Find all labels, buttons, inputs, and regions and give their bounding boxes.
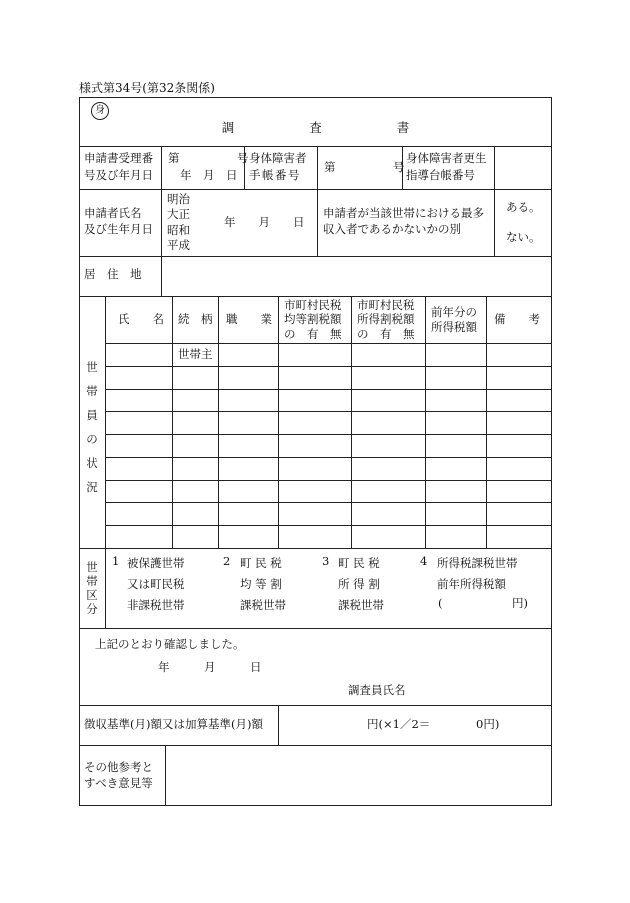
category-4-amount-close: 円) xyxy=(512,596,528,610)
category-side-label: 世 帯 区 分 xyxy=(86,560,98,616)
head-of-household-cell: 世帯主 xyxy=(178,347,213,361)
rehab-label-1: 身体障害者更生 xyxy=(406,151,487,165)
document-title: 調 査 書 xyxy=(221,120,410,135)
category-4-amount-open: ( xyxy=(438,596,443,610)
fee-label: 徴収基準(月)額又は加算基準(月)額 xyxy=(84,717,263,731)
col-header-tax-income-2: 所得割税額 xyxy=(357,312,415,326)
birth-date: 年 月 日 xyxy=(224,215,305,229)
era-showa: 昭和 xyxy=(167,223,190,237)
col-header-relation: 続 柄 xyxy=(178,312,213,326)
applicant-label-1: 申請者氏名 xyxy=(84,206,142,220)
residence-label: 居 住 地 xyxy=(84,267,142,281)
era-heisei: 平成 xyxy=(167,238,190,252)
handbook-label-1: 身体障害者 xyxy=(249,151,307,165)
handbook-number: 第 号 xyxy=(324,160,405,174)
confirm-text: 上記のとおり確認しました。 xyxy=(95,637,245,651)
income-question-2: 収入者であるかないかの別 xyxy=(323,222,461,236)
stamp-mark xyxy=(91,102,109,120)
handbook-label-2: 手帳番号 xyxy=(249,168,301,182)
investigator-name-label: 調査員氏名 xyxy=(348,683,406,697)
category-1-number: 1 xyxy=(112,554,120,568)
category-3-text: 町 民 税 所 得 割 課税世帯 xyxy=(338,556,384,612)
confirm-date: 年 月 日 xyxy=(158,660,262,674)
receipt-date: 年 月 日 xyxy=(180,168,238,182)
category-3-number: 3 xyxy=(322,554,330,568)
col-header-tax-income-3: の 有 無 xyxy=(357,327,415,341)
col-header-prev-tax-1: 前年分の xyxy=(431,305,477,319)
receipt-number: 第 号 xyxy=(168,151,249,165)
rehab-label-2: 指導台帳番号 xyxy=(406,168,475,182)
col-header-job: 職 業 xyxy=(226,312,272,326)
receipt-label-2: 号及び年月日 xyxy=(84,168,153,182)
col-header-tax-income-1: 市町村民税 xyxy=(357,298,415,312)
category-1-text: 被保護世帯 又は町民税 非課税世帯 xyxy=(127,556,185,612)
income-question-1: 申請者が当該世帯における最多 xyxy=(323,206,484,220)
answer-yes: ある。 xyxy=(506,200,541,214)
category-4-number: 4 xyxy=(420,554,428,568)
category-4-text: 所得税課税世帯 前年所得税額 xyxy=(437,556,518,591)
answer-no: ない。 xyxy=(506,230,541,244)
other-label-1: その他参考と xyxy=(84,760,153,774)
category-2-text: 町 民 税 均 等 割 課税世帯 xyxy=(240,556,286,612)
fee-value-b: 0円) xyxy=(476,717,500,731)
other-label-2: すべき意見等 xyxy=(84,776,153,790)
applicant-label-2: 及び生年月日 xyxy=(84,222,153,236)
era-taisho: 大正 xyxy=(167,207,190,221)
col-header-name: 氏 名 xyxy=(118,312,164,326)
stamp-text: 身 xyxy=(95,105,105,116)
household-side-label: 世 帯 員 の 状 況 xyxy=(86,360,98,494)
category-2-number: 2 xyxy=(223,554,231,568)
receipt-label-1: 申請書受理番 xyxy=(84,151,153,165)
col-header-tax-equal-1: 市町村民税 xyxy=(284,298,342,312)
form-number: 様式第34号(第32条関係) xyxy=(79,81,215,95)
col-header-notes: 備 考 xyxy=(494,312,540,326)
fee-value-a: 円(×1／2＝ xyxy=(367,717,431,731)
col-header-tax-equal-2: 均等割税額 xyxy=(284,312,342,326)
col-header-tax-equal-3: の 有 無 xyxy=(284,327,342,341)
era-meiji: 明治 xyxy=(167,192,190,206)
col-header-prev-tax-2: 所得税額 xyxy=(431,320,477,334)
